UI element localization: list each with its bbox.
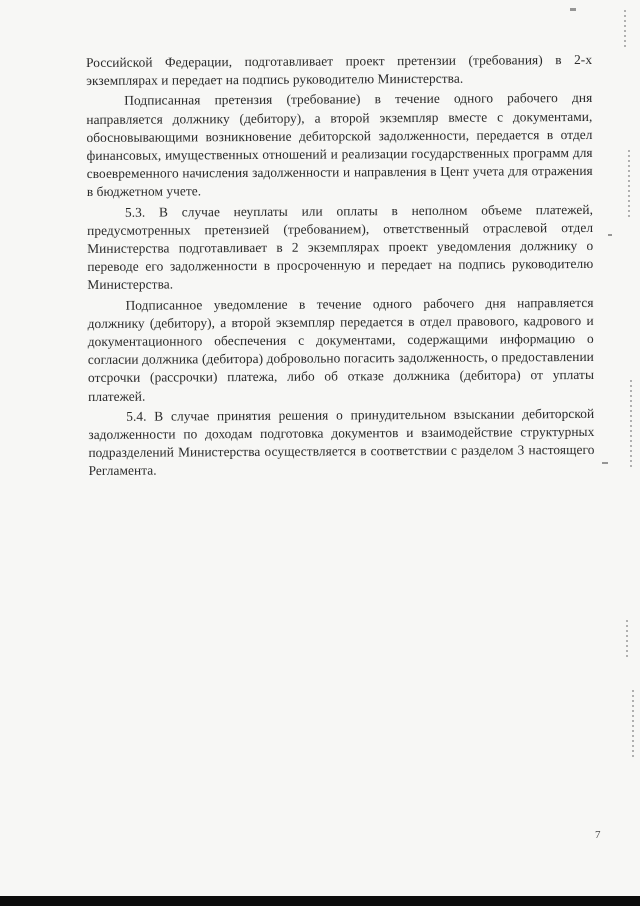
paragraph-3: 5.3. В случае неуплаты или оплаты в неполном объеме платежей, предусмотренных претензией (требованием), ответственный отраслевой отдел Министерства подготавливает в 2 экземплярах проект уведомления должнику о переводе его задолженности в просроченную и передает на подпись руководителю Министерства. <box>87 201 594 293</box>
scan-edge-artifact <box>632 690 634 760</box>
paragraph-2: Подписанная претензия (требование) в течение одного рабочего дня направляется должнику (дебитору), а второй экземпляр вместе с документами, обосновывающими возникновение дебиторской задолженности, передается в отдел финансовых, имущественных отношений и реализации государственных программ для своевременного начисления задолженности и направления в Цент учета для отражения в бюджетном учете. <box>86 90 593 200</box>
scan-speck <box>570 8 576 11</box>
scan-edge-artifact <box>628 150 630 220</box>
scan-edge-artifact <box>630 380 632 470</box>
paragraph-5: 5.4. В случае принятия решения о принудительном взыскании дебиторской задолженности по доходам подготовка документов и взаимодействие структурных подразделений Министерства осуществляется в соответствии с разделом 3 настоящего Регламента. <box>88 405 595 479</box>
scan-bottom-border <box>0 896 640 906</box>
paragraph-4: Подписанное уведомление в течение одного рабочего дня направляется должнику (дебитору), а второй экземпляр передается в отдел правового, кадрового и документационного обеспечения с документами, содержащими информацию о согласии должника (дебитора) добровольно погасить задолженность, о предоставлении отсрочки (рассрочки) платежа, либо об отказе должника (дебитора) от уплаты платежей. <box>87 294 595 404</box>
page-number: 7 <box>595 829 601 841</box>
body-text <box>86 51 595 481</box>
paragraph-1: Российской Федерации, подготавливает проект претензии (требования) в 2-х экземплярах и передает на подпись руководителю Министерства. <box>86 51 593 89</box>
scan-speck <box>608 234 612 236</box>
scan-edge-artifact <box>626 620 628 660</box>
scan-speck <box>602 462 608 464</box>
scan-edge-artifact <box>624 10 626 50</box>
